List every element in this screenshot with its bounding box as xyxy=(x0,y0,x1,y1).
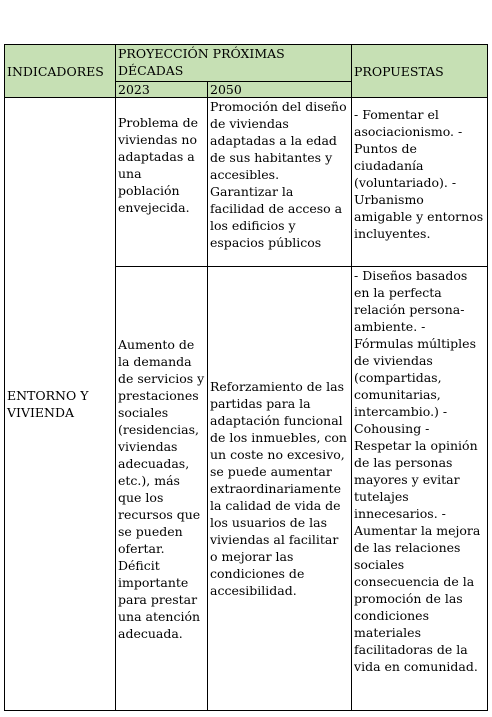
header-row xyxy=(5,45,488,82)
indicator-cell xyxy=(5,98,116,711)
row2-propuestas-text: - Diseños basados en la perfecta relación persona-ambiente. - Fórmulas múltiples de viviendas (compartidas, comunitarias, intercambio.) - Cohousing - Respetar la opinión de las personas mayores y evitar tutelajes innecesarios. - Aumentar la mejora de las relaciones sociales consecuencia de la promoción de las condiciones materiales facilitadoras de la vida en comunidad. xyxy=(354,268,481,674)
row1-2023-text: Problema de viviendas no adaptadas a una población envejecida. xyxy=(118,115,198,215)
header-proyeccion-label: PROYECCIÓN PRÓXIMAS DÉCADAS xyxy=(118,46,285,78)
row2-propuestas-cell xyxy=(352,267,488,711)
row1-2050-text: Promoción del diseño de viviendas adaptadas a la edad de sus habitantes y accesibles. Garantizar la facilidad de acceso a los edificios y espacios públicos xyxy=(210,99,347,250)
header-indicadores-label: INDICADORES xyxy=(7,63,104,79)
header-indicadores xyxy=(5,45,116,98)
header-year-2050 xyxy=(208,82,352,98)
row2-2023-text: Aumento de la demanda de servicios y prestaciones sociales (residencias, viviendas adecuadas, etc.), más que los recursos que se pueden ofertar. Déficit importante para prestar una atención adecuada. xyxy=(118,336,205,641)
header-year-2023 xyxy=(116,82,208,98)
header-proyeccion xyxy=(116,45,352,82)
row1-2050-cell xyxy=(208,98,352,267)
header-year-2050-label: 2050 xyxy=(210,82,242,97)
header-propuestas xyxy=(352,45,488,98)
header-propuestas-label: PROPUESTAS xyxy=(354,63,444,79)
row2-2023-cell xyxy=(116,267,208,711)
row2-2050-cell xyxy=(208,267,352,711)
row1-propuestas-text: - Fomentar el asociacionismo. - Puntos de ciudadanía (voluntariado). - Urbanismo amigable y entornos incluyentes. xyxy=(354,107,484,241)
row1-2023-cell xyxy=(116,98,208,267)
indicators-table xyxy=(4,44,488,711)
table-row xyxy=(5,98,488,267)
indicator-label: ENTORNO Y VIVIENDA xyxy=(7,388,89,420)
header-year-2023-label: 2023 xyxy=(118,82,150,97)
row2-2050-text: Reforzamiento de las partidas para la adaptación funcional de los inmuebles, con un coste no excesivo, se puede aumentar extraordinariamente la calidad de vida de los usuarios de las viviendas al facilitar o mejorar las condiciones de accesibilidad. xyxy=(210,379,347,598)
row1-propuestas-cell xyxy=(352,98,488,267)
